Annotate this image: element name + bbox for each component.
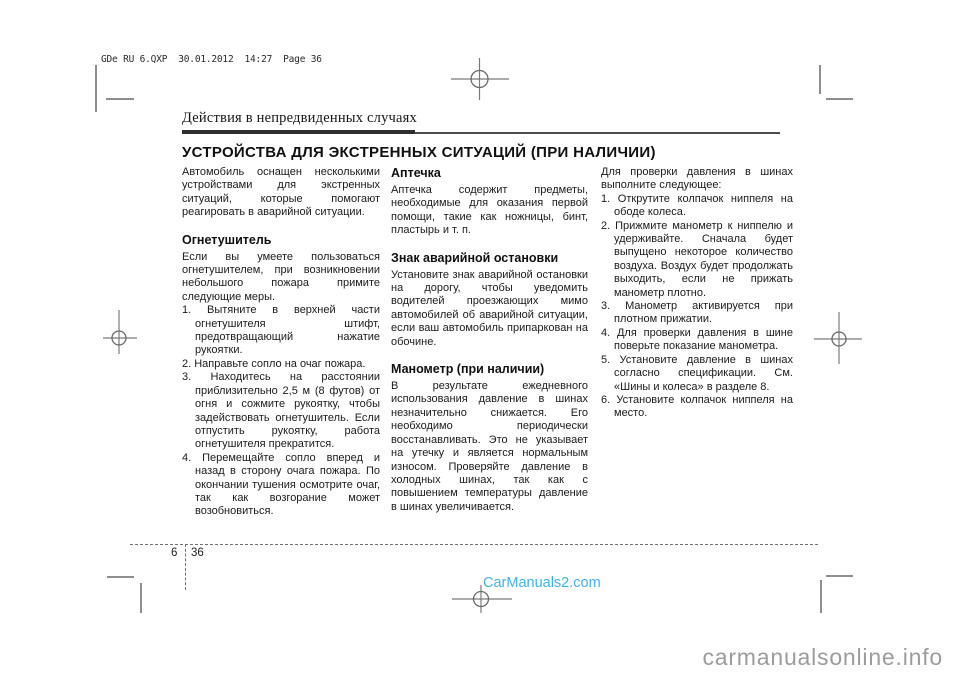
list-item: 2. Направьте сопло на очаг пожара. bbox=[182, 357, 366, 370]
list-item: 2. Прижмите манометр к ниппелю и удерживайте. Сначала будет выпущено некоторое количество воздуха. Воздух будет продолжать выходить, если не прижать манометр плотно. bbox=[601, 219, 793, 299]
chapter-title-underline-thin bbox=[415, 132, 780, 134]
crop-mark-top-left-vertical bbox=[95, 65, 97, 112]
list-item: 4. Перемещайте сопло вперед и назад в сторону очага пожара. По окончании тушения осмотрите очаг, так как возгорание может возобновиться. bbox=[182, 451, 380, 518]
crop-mark-top-right-horizontal bbox=[826, 98, 853, 100]
crop-mark-top-right-vertical bbox=[819, 65, 821, 94]
text-column-2 bbox=[391, 166, 588, 514]
paragraph-intro: Автомобиль оснащен несколькими устройствами для экстренных ситуаций, которые помогают реагировать в аварийной ситуации. bbox=[182, 166, 380, 219]
list-item: 3. Находитесь на расстоянии приблизительно 2,5 м (8 футов) от огня и сожмите рукоятку, чтобы задействовать огнетушитель. Если отпустить рукоятку, работа огнетушителя прекратится. bbox=[182, 371, 380, 451]
subheading-fire-extinguisher: Огнетушитель bbox=[182, 232, 272, 247]
text-column-1 bbox=[182, 166, 380, 519]
subheading-tire-gauge: Манометр (при наличии) bbox=[391, 362, 545, 377]
chapter-number: 6 bbox=[171, 547, 178, 559]
registration-mark-left-icon bbox=[103, 310, 137, 354]
chapter-title: Действия в непредвиденных случаях bbox=[182, 110, 417, 126]
list-item: 1. Вытяните в верхней части огнетушителя штифт, предотвращающий нажатие рукоятки. bbox=[182, 304, 380, 357]
crop-mark-top-left-horizontal bbox=[106, 98, 134, 100]
paragraph-warning-triangle: Установите знак аварийной остановки на дорогу, чтобы уведомить водителей проезжающих мимо автомобилей об аварийной ситуации, если ваш автомобиль припаркован на обочине. bbox=[391, 268, 588, 348]
paragraph-pressure-check-intro: Для проверки давления в шинах выполните следующее: bbox=[601, 166, 793, 192]
paragraph-first-aid-kit: Аптечка содержит предметы, необходимые для оказания первой помощи, такие как ножницы, бинт, пластырь и т. п. bbox=[391, 184, 588, 237]
list-item: 1. Открутите колпачок ниппеля на ободе колеса. bbox=[601, 192, 793, 219]
paragraph-tire-gauge: В результате ежедневного использования давление в шинах незначительно снижается. Его необходимо периодически восстанавливать. Это не указывает на утечку и является нормальным износом. Проверяйте давление в холодных шинах, так как с повышением температуры давление в шинах увеличивается. bbox=[391, 380, 588, 513]
watermark-carmanualsonline: carmanualsonline.info bbox=[702, 644, 943, 670]
subheading-first-aid-kit: Аптечка bbox=[391, 166, 441, 180]
paragraph-fire-extinguisher-intro: Если вы умеете пользоваться огнетушителем, при возникновении небольшого пожара примите следующие меры. bbox=[182, 250, 380, 303]
footer-dashed-rule bbox=[130, 544, 818, 545]
watermark-carmanuals2-link[interactable]: CarManuals2.com bbox=[483, 575, 601, 591]
registration-mark-top-center-icon bbox=[451, 58, 509, 100]
footer-dashed-divider bbox=[185, 544, 186, 590]
print-slug-file-info: GDe RU 6.QXP 30.01.2012 14:27 Page 36 bbox=[101, 54, 322, 65]
crop-mark-bottom-left-vertical bbox=[140, 583, 142, 613]
crop-mark-bottom-left-horizontal bbox=[107, 576, 134, 578]
text-column-3 bbox=[601, 166, 793, 421]
list-item: 6. Установите колпачок ниппеля на место. bbox=[601, 393, 793, 420]
list-item: 4. Для проверки давления в шине поверьте показание манометра. bbox=[601, 326, 793, 353]
page-number: 36 bbox=[191, 547, 204, 559]
chapter-title-underline-thick bbox=[182, 130, 415, 134]
crop-mark-bottom-right-horizontal bbox=[826, 575, 853, 577]
crop-mark-bottom-right-vertical bbox=[820, 580, 822, 613]
list-item: 5. Установите давление в шинах согласно спецификации. См. «Шины и колеса» в разделе 8. bbox=[601, 353, 793, 393]
section-heading: УСТРОЙСТВА ДЛЯ ЭКСТРЕННЫХ СИТУАЦИЙ (ПРИ НАЛИЧИИ) bbox=[182, 144, 656, 161]
list-item: 3. Манометр активируется при плотном прижатии. bbox=[601, 300, 793, 326]
subheading-warning-triangle: Знак аварийной остановки bbox=[391, 250, 559, 265]
registration-mark-right-icon bbox=[814, 312, 862, 364]
